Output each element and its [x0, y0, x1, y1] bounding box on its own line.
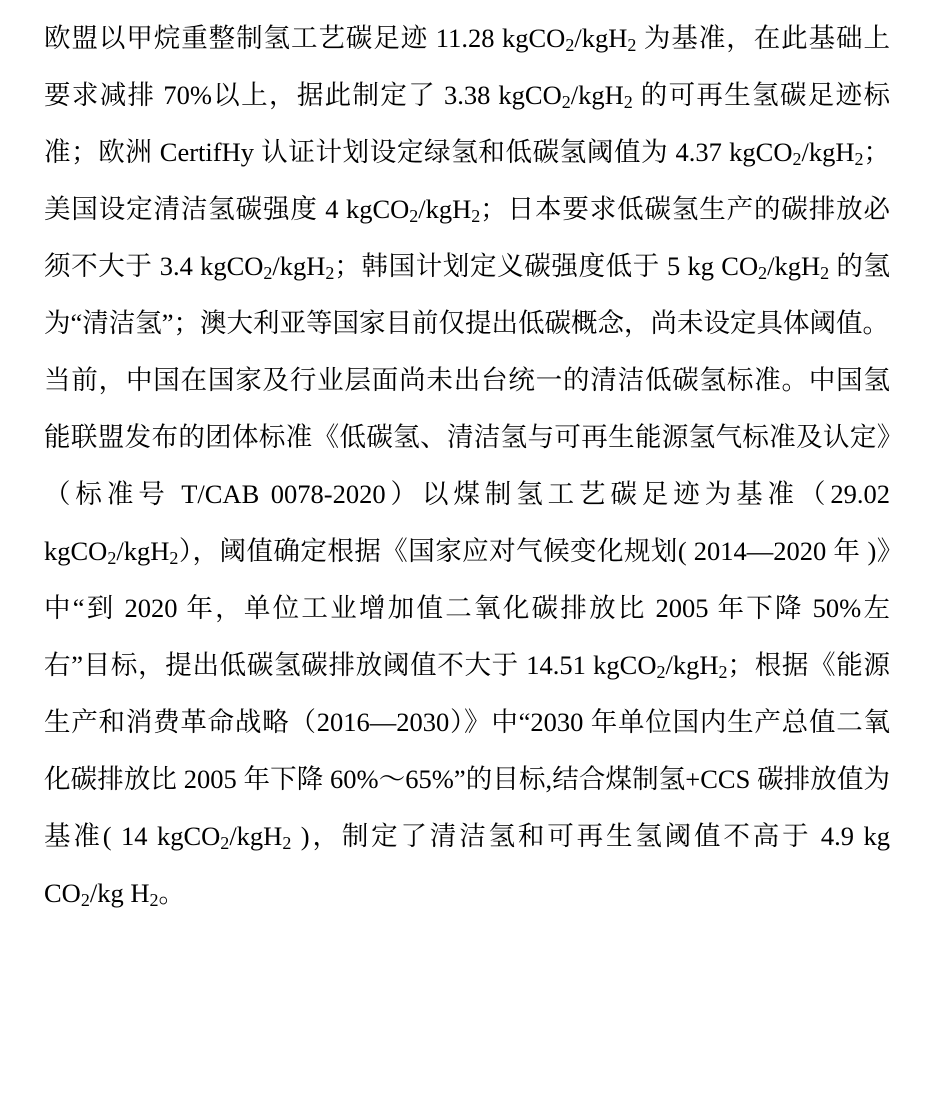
subscript: 2	[107, 547, 117, 568]
subscript: 2	[471, 205, 481, 226]
subscript: 2	[627, 34, 637, 55]
subscript: 2	[169, 547, 179, 568]
subscript: 2	[220, 832, 230, 853]
subscript: 2	[282, 832, 292, 853]
subscript: 2	[854, 148, 864, 169]
subscript: 2	[80, 889, 90, 910]
subscript: 2	[792, 148, 802, 169]
subscript: 2	[565, 34, 575, 55]
subscript: 2	[561, 91, 571, 112]
subscript: 2	[149, 889, 159, 910]
subscript: 2	[758, 262, 768, 283]
subscript: 2	[718, 661, 728, 682]
paragraph-china-standards: 当前，中国在国家及行业层面尚未出台统一的清洁低碳氢标准。中国氢能联盟发布的团体标准《低碳氢、清洁氢与可再生能源氢气标准及认定》（标准号 T/CAB 0078-2020）以煤制氢工艺碳足迹为基准（29.02 kgCO$_2$/kgH$_2$），阈值确定根据《国家应对气候变化规划( 2014—2020 年 )》中“到 2020 年，单位工业增加值二氧化碳排放比 2005 年下降 50%左右”目标，提出低碳氢碳排放阈值不大于 14.51 kgCO$_2$/kgH$_2$；根据《能源生产和消费革命战略（2016—2030）》中“2030 年单位国内生产总值二氧化碳排放比 2005 年下降 60%～65%”的目标,结合煤制氢+CCS 碳排放值为基准( 14 kgCO$_2$/kgH$_2$ )，制定了清洁氢和可再生氢阈值不高于 4.9 kg $CO_2/kg$ $H_2$。	[44, 365, 891, 910]
subscript: 2	[820, 262, 830, 283]
subscript: 2	[623, 91, 633, 112]
subscript: 2	[263, 262, 273, 283]
subscript: 2	[409, 205, 419, 226]
paragraph-eu-standards: 欧盟以甲烷重整制氢工艺碳足迹 11.28 kgCO$_2$/kgH$_2$ 为基准，在此基础上要求减排 70%以上，据此制定了 3.38 kgCO$_2$/kgH$_2$ 的可再生氢碳足迹标准；欧洲 CertifHy 认证计划设定绿氢和低碳氢阈值为 4.37 kgCO$_2$/kgH$_2$；美国设定清洁氢碳强度 4 kgCO$_2$/kgH$_2$；日本要求低碳氢生产的碳排放必须不大于 3.4 kgCO$_2$/kgH$_2$；韩国计划定义碳强度低于 5 kg $CO_2/kgH_2$ 的氢为“清洁氢”；澳大利亚等国家目前仅提出低碳概念，尚未设定具体阈值。	[44, 23, 891, 338]
subscript: 2	[325, 262, 335, 283]
subscript: 2	[656, 661, 666, 682]
